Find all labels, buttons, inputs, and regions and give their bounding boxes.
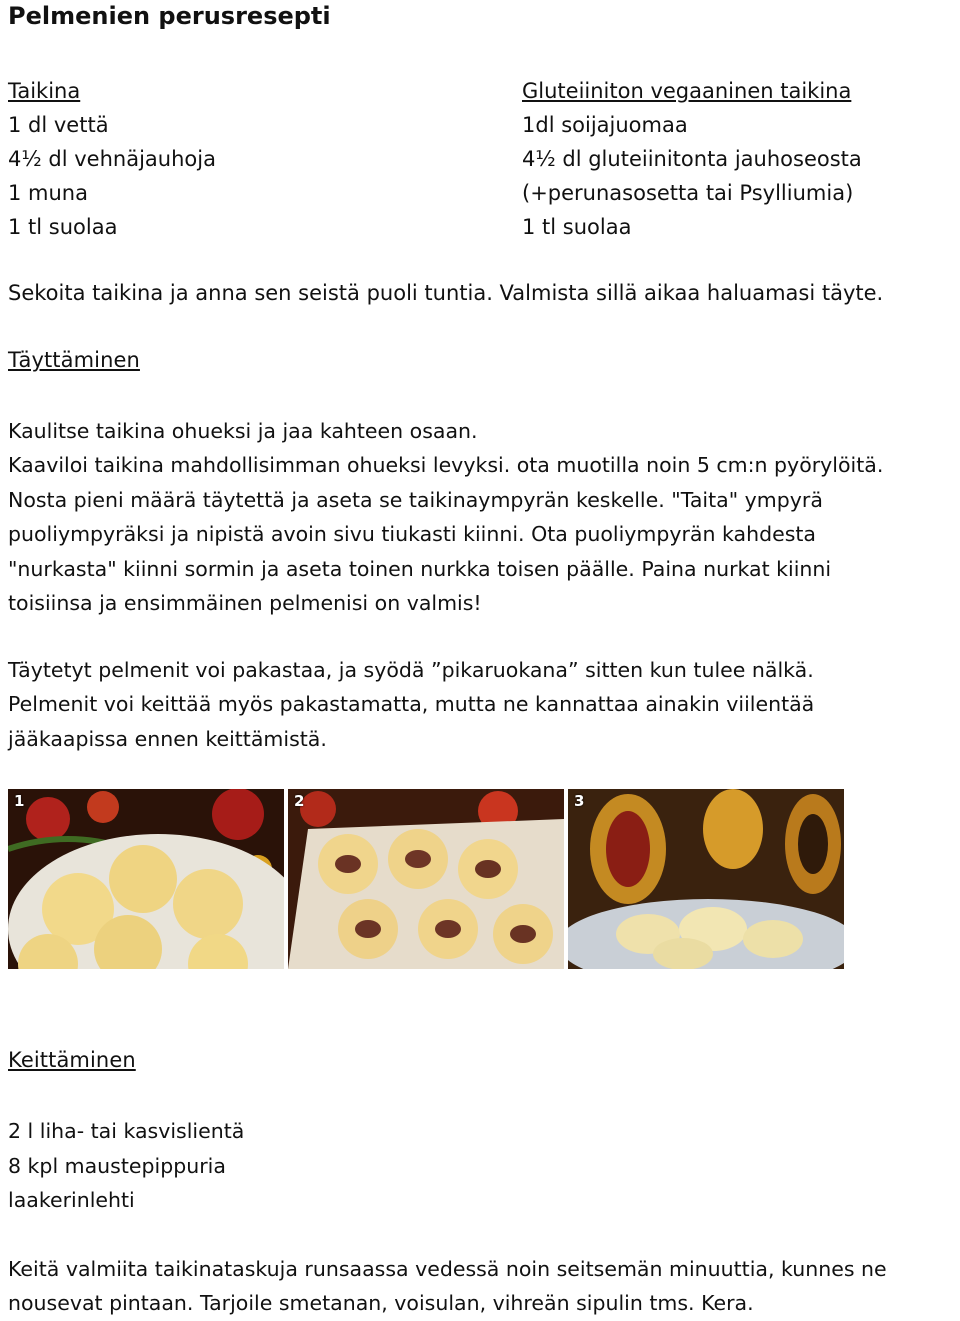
photo-number: 1 [14,792,25,810]
instruction-line: toisiinsa ja ensimmäinen pelmenisi on valmis! [8,591,482,616]
filling-heading: Täyttäminen [8,348,140,372]
ingredient-item: 2 l liha- tai kasvislientä [8,1119,245,1143]
cooking-ingredients [8,1114,958,1218]
instruction-line: puoliympyräksi ja nipistä avoin sivu tiukasti kiinni. Ota puoliympyrän kahdesta [8,522,816,547]
cooking-instructions [8,1252,958,1321]
intro-text: Sekoita taikina ja anna sen seistä puoli tuntia. Valmista sillä aikaa haluamasi täyte. [8,281,884,305]
ingredient-item: 1 dl vettä [8,113,109,137]
gf-dough-ingredients [522,74,862,244]
ingredient-item: 4½ dl gluteiinitonta jauhoseosta [522,147,862,171]
instruction-line: nousevat pintaan. Tarjoile smetanan, voisulan, vihreän sipulin tms. Kera. [8,1291,754,1316]
photo-finished-pelmeni [568,789,844,969]
instruction-line: Kaulitse taikina ohueksi ja jaa kahteen osaan. [8,419,478,443]
instruction-line: Keitä valmiita taikinataskuja runsaassa vedessä noin seitsemän minuuttia, kunnes ne [8,1257,887,1281]
page-title: Pelmenien perusresepti [8,2,331,30]
instruction-line: "nurkasta" kiinni sormin ja aseta toinen nurkka toisen päälle. Paina nurkat kiinni [8,556,832,581]
ingredient-item: 1 muna [8,181,88,205]
instruction-line: Nosta pieni määrä täytettä ja aseta se taikinaympyrän keskelle. "Taita" ympyrä [8,487,823,512]
gf-dough-heading: Gluteiiniton vegaaninen taikina [522,79,852,103]
ingredient-item: 1 tl suolaa [522,215,632,239]
cooking-heading: Keittäminen [8,1048,136,1072]
ingredient-item: 8 kpl maustepippuria [8,1153,226,1178]
instruction-line: Kaaviloi taikina mahdollisimman ohueksi levyksi. ota muotilla noin 5 cm:n pyörylöitä. [8,453,884,478]
ingredient-item: laakerinlehti [8,1188,135,1212]
dough-ingredients [8,74,216,244]
ingredient-item: 1dl soijajuomaa [522,113,688,137]
instruction-line: jääkaapissa ennen keittämistä. [8,726,327,751]
photo-number: 2 [294,792,305,810]
dough-heading: Taikina [8,79,81,103]
ingredient-item: 1 tl suolaa [8,215,118,239]
ingredient-item: (+perunasosetta tai Psylliumia) [522,181,854,205]
instruction-line: Täytetyt pelmenit voi pakastaa, ja syödä ”pikaruokana” sitten kun tulee nälkä. [8,658,814,682]
photo-strip [8,789,845,969]
photo-number: 3 [574,792,585,810]
photo-dough-circles [8,789,284,969]
freeze-note [8,653,958,756]
photo-filled-dough [288,789,564,969]
instruction-line: Pelmenit voi keittää myös pakastamatta, mutta ne kannattaa ainakin viilentää [8,692,815,717]
ingredient-item: 4½ dl vehnäjauhoja [8,147,216,171]
filling-instructions [8,414,958,620]
